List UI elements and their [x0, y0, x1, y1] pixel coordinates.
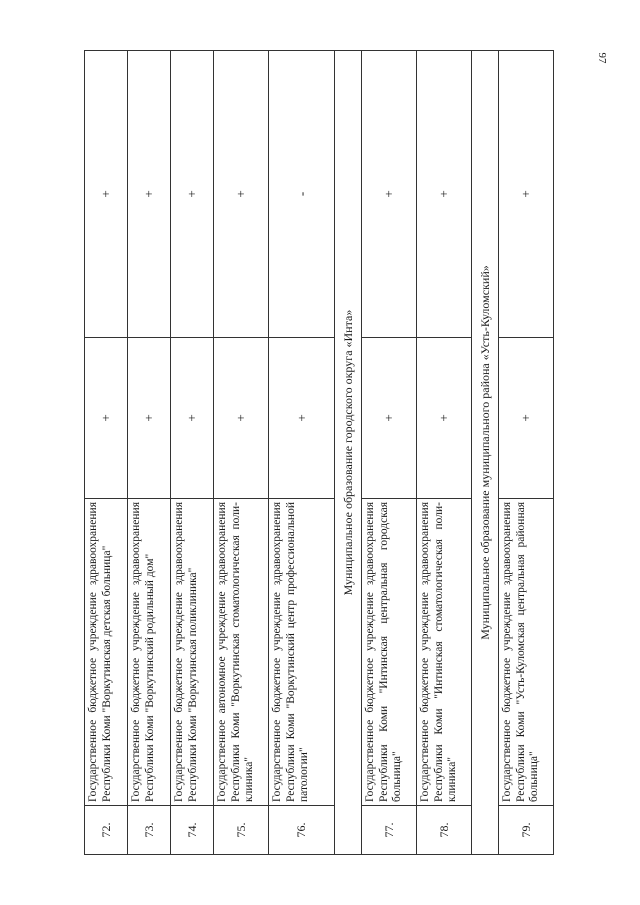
institution-name: Государственное бюджетное учреждение здравоохранения Республики Коми "Воркутинская детская больница" — [85, 499, 128, 806]
row-number: 73. — [128, 806, 171, 855]
section-title: Муниципальное образование городского округа «Инта» — [335, 51, 362, 855]
criterion-2-mark: - — [269, 51, 335, 338]
institution-name: Государственное бюджетное учреждение здравоохранения Республики Коми "Усть-Куломская центральная районная больница" — [499, 499, 554, 806]
criterion-1-mark: + — [269, 338, 335, 499]
row-number: 74. — [171, 806, 214, 855]
table-row — [269, 51, 335, 855]
table-body — [85, 51, 554, 855]
institutions-table — [84, 50, 554, 855]
row-number: 72. — [85, 806, 128, 855]
table-row — [362, 51, 417, 855]
row-number: 77. — [362, 806, 417, 855]
criterion-1-mark: + — [417, 338, 472, 499]
criterion-1-mark: + — [214, 338, 269, 499]
institution-name: Государственное бюджетное учреждение здравоохранения Республики Коми "Воркутинский родильный дом" — [128, 499, 171, 806]
row-number: 76. — [269, 806, 335, 855]
table-row — [417, 51, 472, 855]
criterion-2-mark: + — [362, 51, 417, 338]
institution-name: Государственное автономное учреждение здравоохранения Республики Коми "Воркутинская стоматологическая поли-клиника" — [214, 499, 269, 806]
criterion-1-mark: + — [171, 338, 214, 499]
table-row — [499, 51, 554, 855]
institution-name: Государственное бюджетное учреждение здравоохранения Республики Коми "Интинская центральная городская больница" — [362, 499, 417, 806]
table-row — [85, 51, 128, 855]
criterion-1-mark: + — [128, 338, 171, 499]
institution-name: Государственное бюджетное учреждение здравоохранения Республики Коми "Воркутинская поликлиника" — [171, 499, 214, 806]
section-header-row — [472, 51, 499, 855]
institution-name: Государственное бюджетное учреждение здравоохранения Республики Коми "Интинская стоматологическая поли-клиника" — [417, 499, 472, 806]
criterion-1-mark: + — [85, 338, 128, 499]
criterion-2-mark: + — [171, 51, 214, 338]
table-row — [171, 51, 214, 855]
table-row — [214, 51, 269, 855]
criterion-2-mark: + — [85, 51, 128, 338]
table-row — [128, 51, 171, 855]
criterion-2-mark: + — [128, 51, 171, 338]
page-number: 97 — [596, 52, 608, 64]
rotated-page-content — [84, 50, 546, 855]
row-number: 78. — [417, 806, 472, 855]
criterion-2-mark: + — [214, 51, 269, 338]
section-header-row — [335, 51, 362, 855]
criterion-1-mark: + — [362, 338, 417, 499]
row-number: 75. — [214, 806, 269, 855]
institution-name: Государственное бюджетное учреждение здравоохранения Республики Коми "Воркутинский центр профессиональной патологии" — [269, 499, 335, 806]
row-number: 79. — [499, 806, 554, 855]
criterion-1-mark: + — [499, 338, 554, 499]
criterion-2-mark: + — [499, 51, 554, 338]
criterion-2-mark: + — [417, 51, 472, 338]
section-title: Муниципальное образование муниципального района «Усть-Куломский» — [472, 51, 499, 855]
